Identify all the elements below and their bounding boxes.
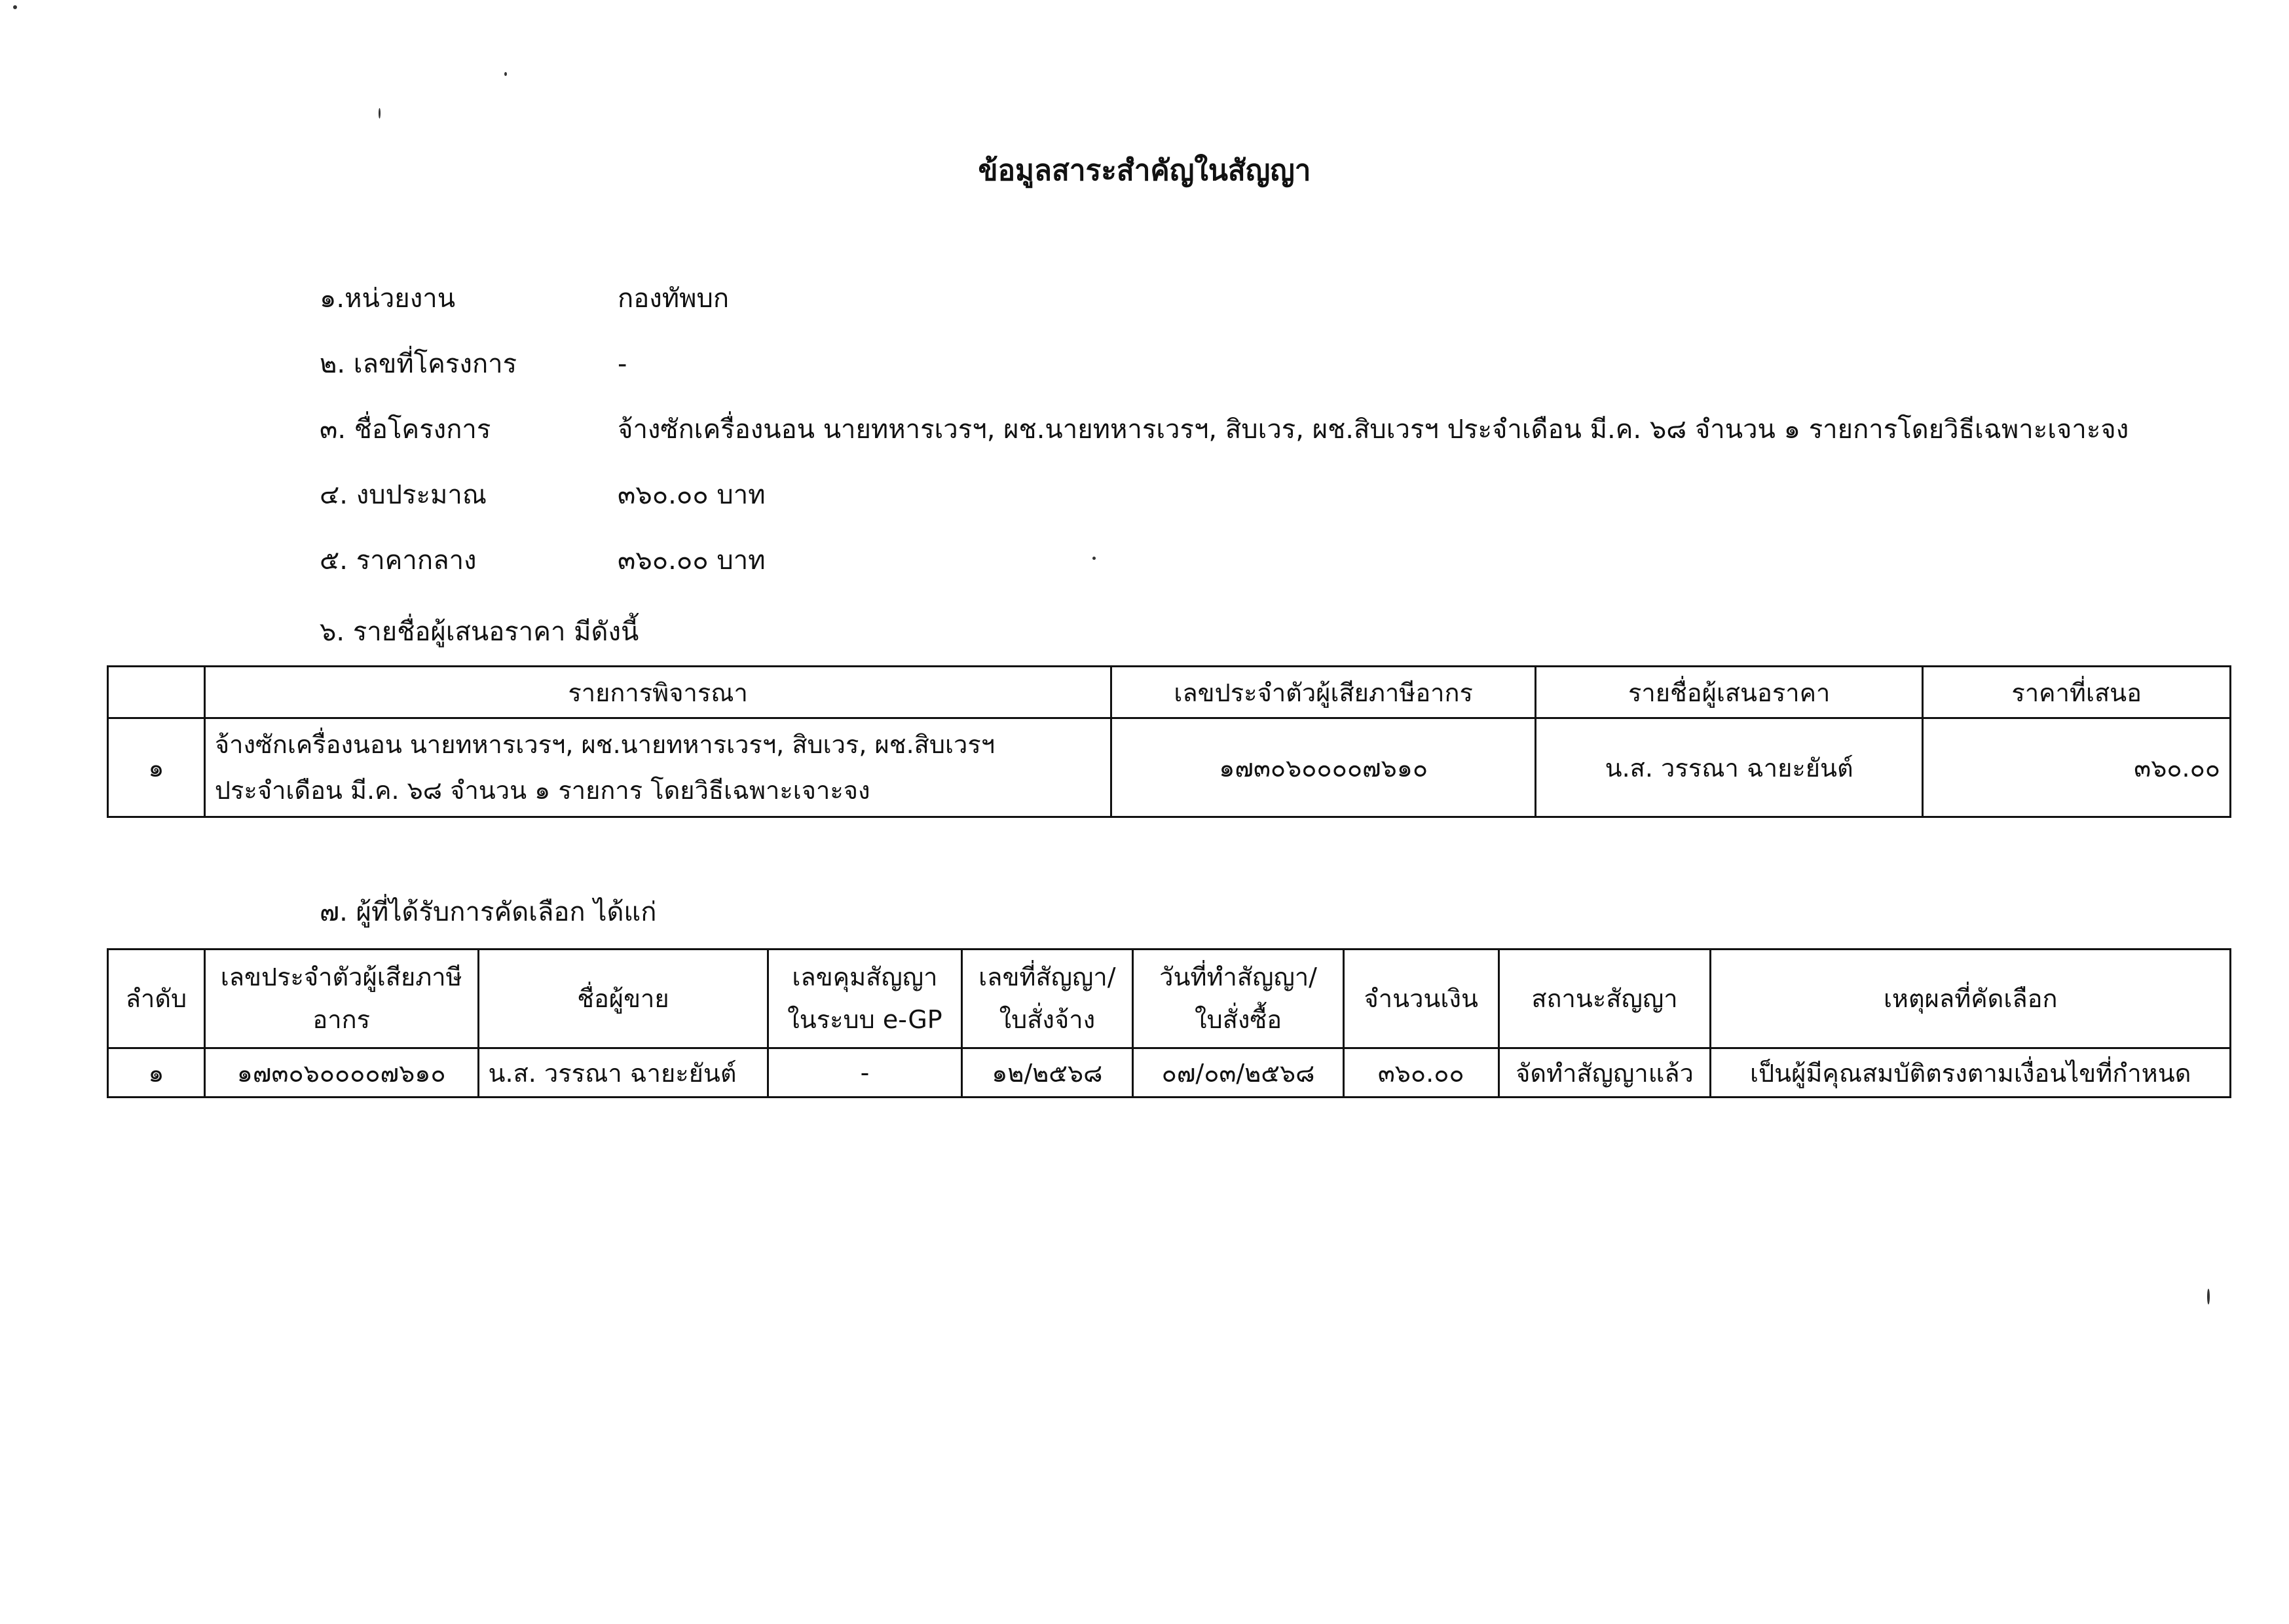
header-line: ใบสั่งจ้าง <box>999 1005 1096 1034</box>
selected-vendor-table <box>107 948 2231 1098</box>
cell-no: ๑ <box>108 718 205 817</box>
col-header-contract-no <box>961 950 1133 1048</box>
info-value: ๓๖๐.๐๐ บาท <box>618 545 766 576</box>
header-line: ชื่อผู้ขาย <box>577 984 669 1013</box>
table-header-row <box>108 667 2231 718</box>
header-line: จำนวนเงิน <box>1364 984 1478 1013</box>
info-value: จ้างซักเครื่องนอน นายทหารเวรฯ, ผช.นายทหารเวรฯ, สิบเวร, ผช.สิบเวรฯ ประจำเดือน มี.ค. ๖๘ จำนวน ๑ รายการโดยวิธีเฉพาะเจาะจง <box>618 415 2129 445</box>
col-header-egp-no <box>768 950 961 1048</box>
col-header-status <box>1498 950 1711 1048</box>
scan-speck <box>2207 1289 2210 1304</box>
col-header-contract-date <box>1133 950 1344 1048</box>
cell-contract-no: ๑๒/๒๕๖๘ <box>961 1048 1133 1098</box>
cell-price: ๓๖๐.๐๐ <box>1923 718 2231 817</box>
col-header-no <box>108 667 205 718</box>
col-header-tax-id <box>204 950 478 1048</box>
cell-tax-id: ๑๗๓๐๖๐๐๐๐๗๖๑๐ <box>1111 718 1536 817</box>
cell-contract-date: ๐๗/๐๓/๒๕๖๘ <box>1133 1048 1344 1098</box>
header-line: อากร <box>312 1005 370 1034</box>
info-label: ๔. งบประมาณ <box>320 480 487 510</box>
section-6-heading: ๖. รายชื่อผู้เสนอราคา มีดังนี้ <box>320 617 639 647</box>
table-row <box>108 1048 2231 1098</box>
cell-item <box>204 718 1111 817</box>
table-header-row <box>108 950 2231 1048</box>
cell-amount: ๓๖๐.๐๐ <box>1343 1048 1498 1098</box>
header-line: เลขประจำตัวผู้เสียภาษี <box>220 963 462 992</box>
scan-speck <box>379 108 381 119</box>
col-header-seller <box>478 950 768 1048</box>
scan-speck <box>504 72 507 76</box>
scan-speck <box>13 5 17 9</box>
section-7-heading: ๗. ผู้ที่ได้รับการคัดเลือก ได้แก่ <box>320 897 657 927</box>
col-header-no <box>108 950 205 1048</box>
cell-bidder: น.ส. วรรณา ฉายะยันต์ <box>1535 718 1922 817</box>
info-value: - <box>618 349 627 379</box>
header-line: เหตุผลที่คัดเลือก <box>1883 984 2058 1013</box>
col-header-price: ราคาที่เสนอ <box>1923 667 2231 718</box>
cell-tax-id: ๑๗๓๐๖๐๐๐๐๗๖๑๐ <box>204 1048 478 1098</box>
table-row <box>108 718 2231 817</box>
cell-egp-no: - <box>768 1048 961 1098</box>
info-label: ๒. เลขที่โครงการ <box>320 349 517 379</box>
header-line: ใบสั่งซื้อ <box>1195 1005 1282 1034</box>
header-line: เลขคุมสัญญา <box>792 963 938 992</box>
col-header-item: รายการพิจารณา <box>204 667 1111 718</box>
col-header-bidder: รายชื่อผู้เสนอราคา <box>1535 667 1922 718</box>
col-header-amount <box>1343 950 1498 1048</box>
info-value: กองทัพบก <box>618 284 730 314</box>
col-header-tax-id: เลขประจำตัวผู้เสียภาษีอากร <box>1111 667 1536 718</box>
info-label: ๑.หน่วยงาน <box>320 284 456 314</box>
cell-no: ๑ <box>108 1048 205 1098</box>
page-title: ข้อมูลสาระสำคัญในสัญญา <box>978 154 1311 187</box>
info-label: ๓. ชื่อโครงการ <box>320 415 491 445</box>
info-label: ๕. ราคากลาง <box>320 545 477 576</box>
cell-item-line1: จ้างซักเครื่องนอน นายทหารเวรฯ, ผช.นายทหารเวรฯ, สิบเวร, ผช.สิบเวรฯ <box>214 729 996 759</box>
cell-reason: เป็นผู้มีคุณสมบัติตรงตามเงื่อนไขที่กำหนด <box>1711 1048 2231 1098</box>
bidders-table <box>107 665 2231 818</box>
cell-status: จัดทำสัญญาแล้ว <box>1498 1048 1711 1098</box>
scan-speck <box>1092 557 1096 560</box>
header-line: สถานะสัญญา <box>1531 984 1678 1013</box>
cell-item-line2: ประจำเดือน มี.ค. ๖๘ จำนวน ๑ รายการ โดยวิธีเฉพาะเจาะจง <box>214 776 870 805</box>
header-line: วันที่ทำสัญญา/ <box>1159 963 1317 992</box>
header-line: ในระบบ e-GP <box>787 1005 942 1034</box>
info-value: ๓๖๐.๐๐ บาท <box>618 480 766 510</box>
cell-seller: น.ส. วรรณา ฉายะยันต์ <box>478 1048 768 1098</box>
header-line: ลำดับ <box>125 984 187 1013</box>
col-header-reason <box>1711 950 2231 1048</box>
header-line: เลขที่สัญญา/ <box>978 963 1116 992</box>
